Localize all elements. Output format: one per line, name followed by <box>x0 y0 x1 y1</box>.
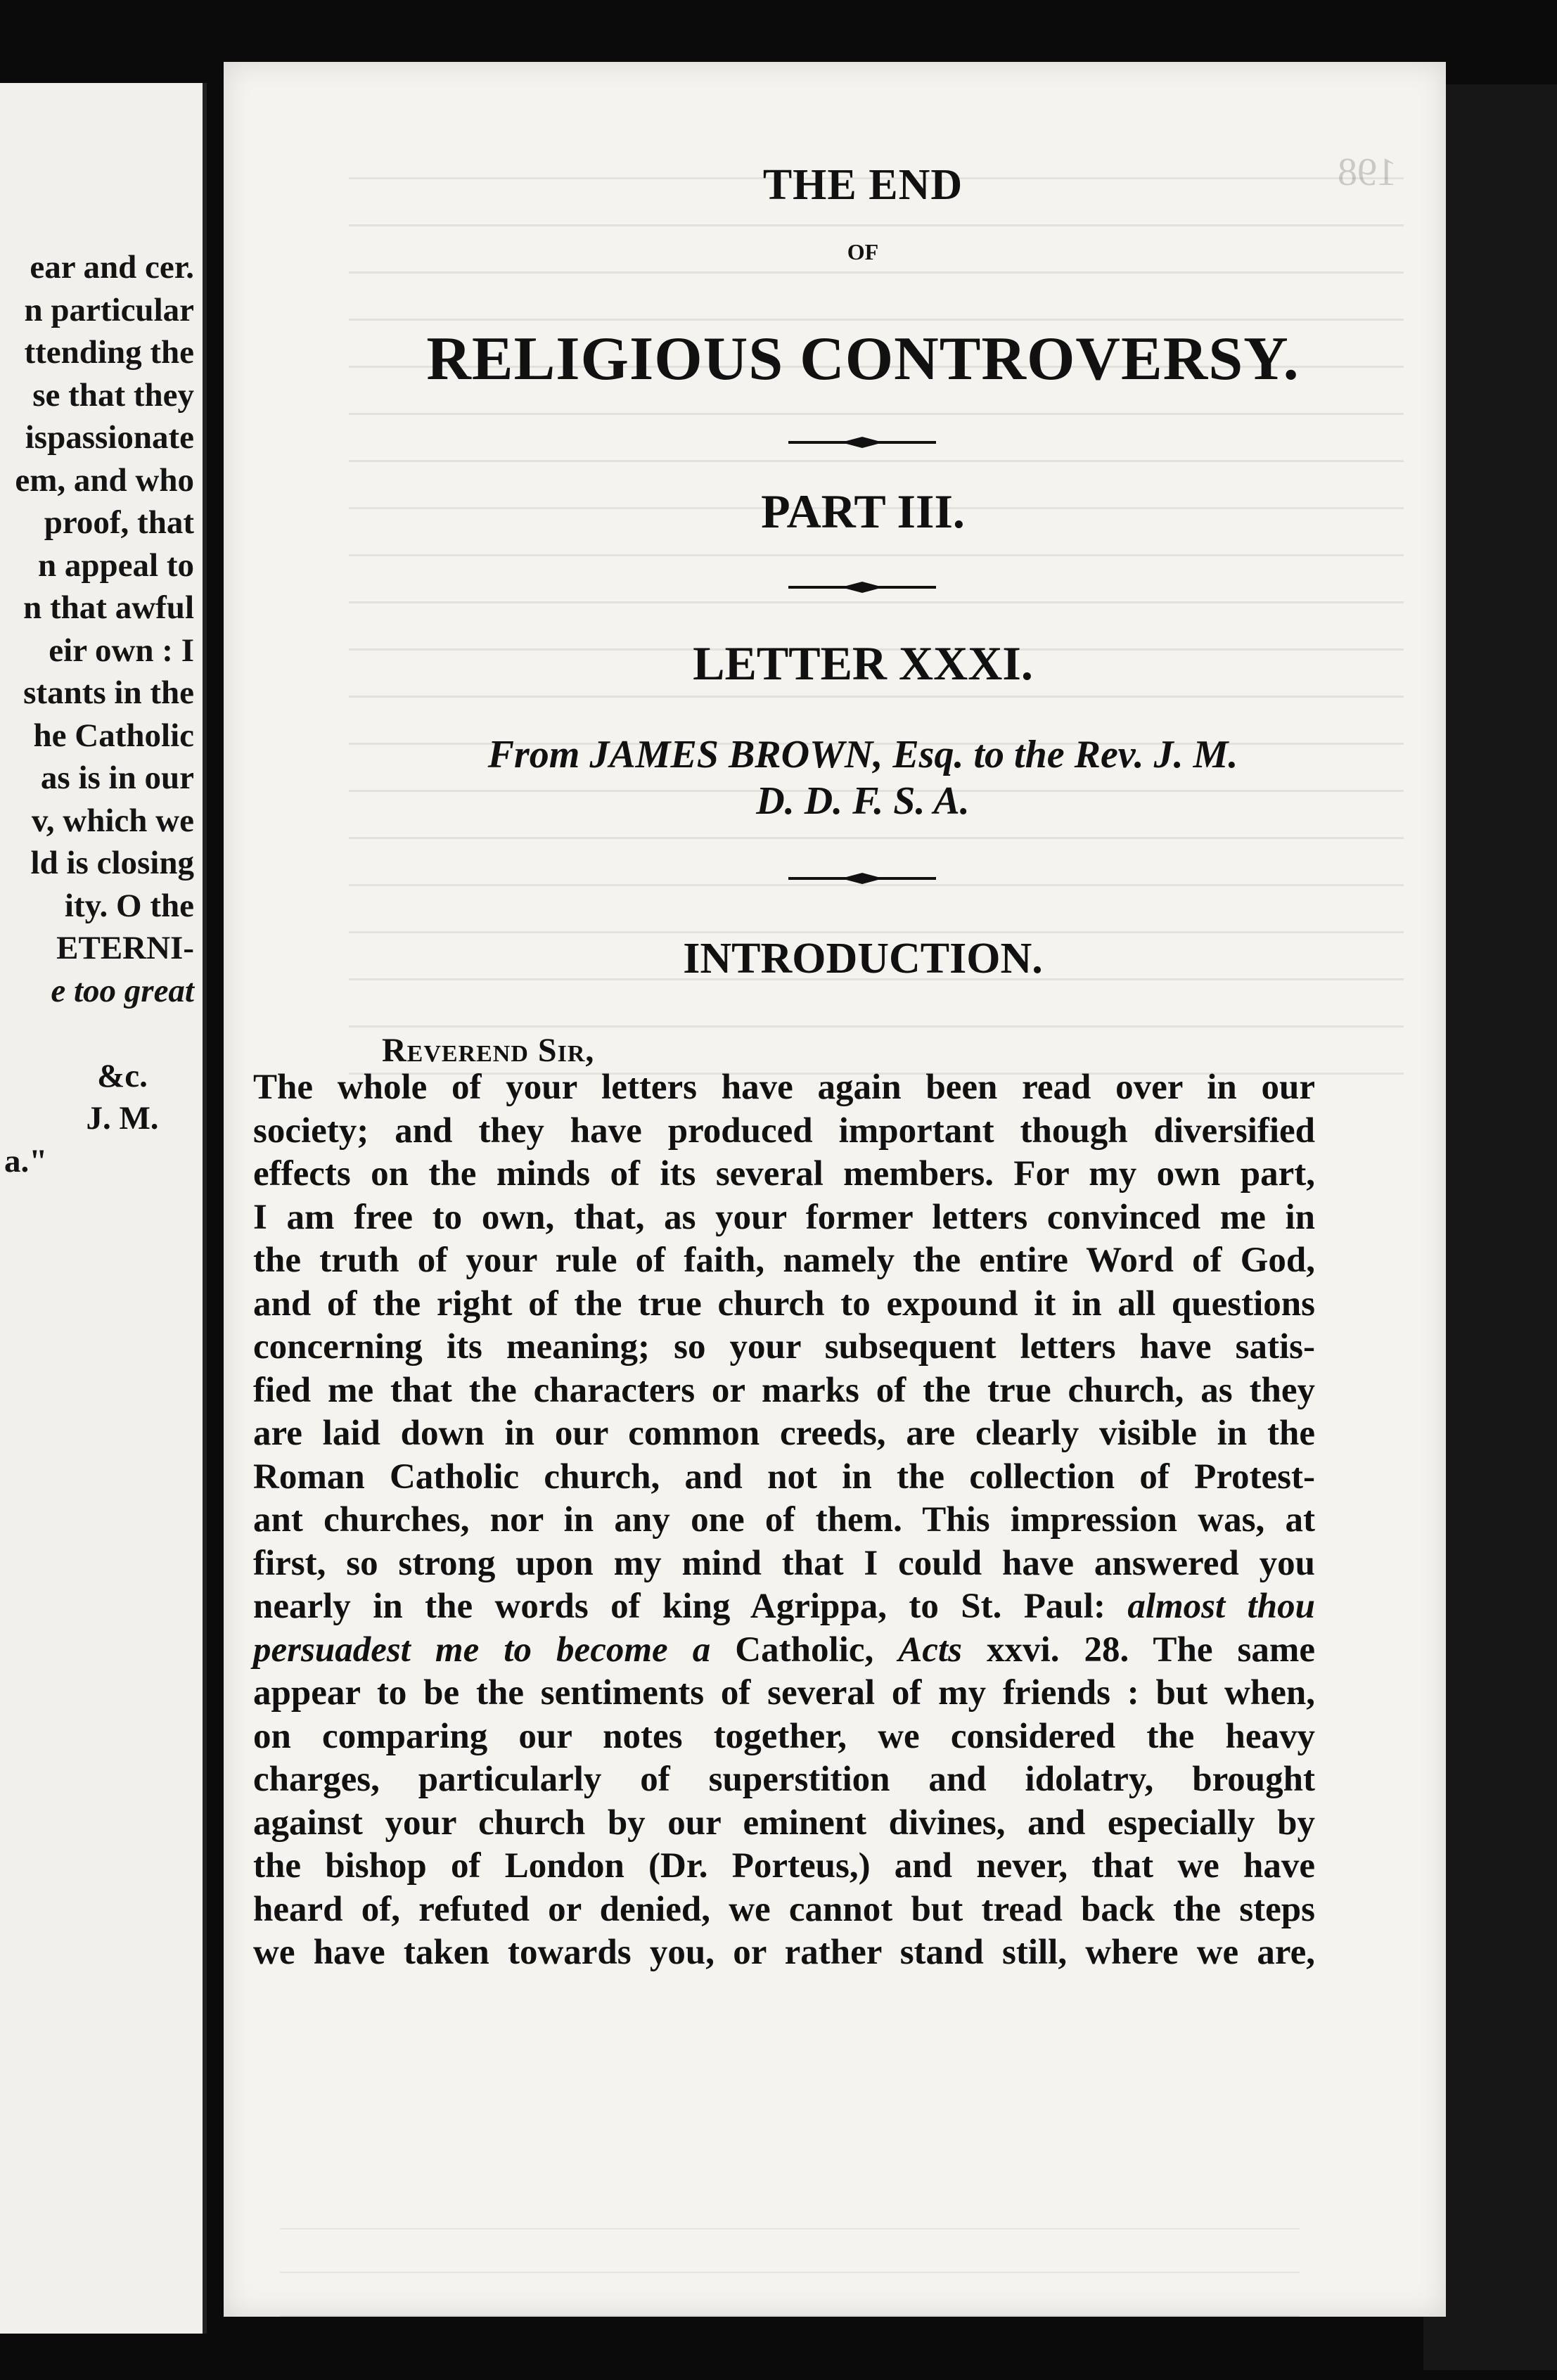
prev-line: ity. O the <box>64 887 194 924</box>
body-line: and of the right of the true church to expound it in all questions <box>253 1284 1315 1324</box>
body-text-run: nearly in the words of king Agrippa, to St. Paul: <box>253 1587 1106 1626</box>
prev-line: se that they <box>32 376 194 414</box>
ornamental-rule <box>788 871 936 886</box>
body-italic-run: Acts <box>898 1630 962 1670</box>
previous-page-text <box>0 246 203 1182</box>
letter-byline <box>224 731 1446 824</box>
prev-line: n particular <box>24 291 194 328</box>
body-line: Roman Catholic church, and not in the collection of Protest- <box>253 1457 1315 1497</box>
ornamental-rule <box>788 435 936 450</box>
body-line: against your church by our eminent divines, and especially by <box>253 1803 1315 1843</box>
prev-ghost-line <box>0 1012 203 1055</box>
byline-line-1: From JAMES BROWN, Esq. to the Rev. J. M. <box>487 733 1238 776</box>
prev-line: ttending the <box>24 334 194 371</box>
body-line: we have taken towards you, or rather stand still, where we are, <box>253 1933 1315 1972</box>
bleed-through-text <box>349 132 1404 1075</box>
section-heading: INTRODUCTION. <box>683 935 1043 983</box>
prev-line: em, and who <box>15 461 194 499</box>
prev-line: v, which we <box>31 802 194 839</box>
body-line: charges, particularly of superstition and idolatry, brought <box>253 1760 1315 1799</box>
prev-line: proof, that <box>44 504 194 541</box>
book-page <box>224 62 1446 2317</box>
prev-signature: J. M. <box>86 1100 159 1137</box>
prev-line: ETERNI- <box>56 930 194 966</box>
letter-body <box>253 1066 1315 1975</box>
prev-line: n that awful <box>23 589 194 626</box>
body-line: society; and they have produced important though diversified <box>253 1111 1315 1151</box>
book-title: RELIGIOUS CONTROVERSY. <box>426 325 1300 393</box>
body-italic-run: persuadest me to become a <box>253 1630 711 1670</box>
body-text-run: xxvi. 28. The same <box>987 1630 1315 1670</box>
body-line: effects on the minds of its several members. For my own part, <box>253 1154 1315 1194</box>
body-line: concerning its meaning; so your subsequent letters have satis- <box>253 1327 1315 1367</box>
prev-line: ispassionate <box>25 419 194 456</box>
body-line: fied me that the characters or marks of the true church, as they <box>253 1370 1315 1410</box>
body-line-mixed <box>253 1585 1315 1629</box>
body-line-mixed <box>253 1629 1315 1672</box>
bleed-through-page-number: 198 <box>1338 151 1397 194</box>
salutation: Reverend Sir, <box>382 1032 595 1069</box>
title-the-end: THE END <box>762 161 963 209</box>
previous-page-fragment <box>0 83 207 2334</box>
prev-line: eir own : I <box>49 632 194 669</box>
prev-line: stants in the <box>23 674 194 711</box>
prev-line-italic: e too great <box>51 972 194 1009</box>
body-line: heard of, refuted or denied, we cannot but tread back the steps <box>253 1889 1315 1929</box>
body-line: The whole of your letters have again been read over in our <box>253 1068 1315 1107</box>
prev-line: ear and cer. <box>30 249 194 286</box>
body-line: the bishop of London (Dr. Porteus,) and never, that we have <box>253 1846 1315 1886</box>
part-heading: PART III. <box>761 485 965 538</box>
prev-line: he Catholic <box>33 717 194 754</box>
ornamental-rule <box>788 580 936 595</box>
body-text-run: Catholic, <box>735 1630 874 1670</box>
prev-line: ld is closing <box>30 845 194 881</box>
body-italic-run: almost thou <box>1127 1587 1315 1626</box>
byline-line-2: D. D. F. S. A. <box>756 779 970 823</box>
body-line: first, so strong upon my mind that I could have answered you <box>253 1543 1315 1583</box>
prev-closing: &c. <box>97 1057 148 1094</box>
prev-tail: a." <box>4 1142 48 1179</box>
title-of: OF <box>847 239 879 264</box>
body-line: the truth of your rule of faith, namely the entire Word of God, <box>253 1241 1315 1280</box>
prev-line: as is in our <box>40 760 194 796</box>
body-line: are laid down in our common creeds, are clearly visible in the <box>253 1414 1315 1453</box>
body-line: appear to be the sentiments of several of my friends : but when, <box>253 1673 1315 1713</box>
body-line: ant churches, nor in any one of them. This impression was, at <box>253 1500 1315 1540</box>
body-line: on comparing our notes together, we considered the heavy <box>253 1716 1315 1756</box>
letter-heading: LETTER XXXI. <box>693 636 1033 690</box>
body-line: I am free to own, that, as your former letters convinced me in <box>253 1197 1315 1237</box>
bleed-through-lower <box>280 2186 1300 2317</box>
prev-line: n appeal to <box>38 546 194 584</box>
